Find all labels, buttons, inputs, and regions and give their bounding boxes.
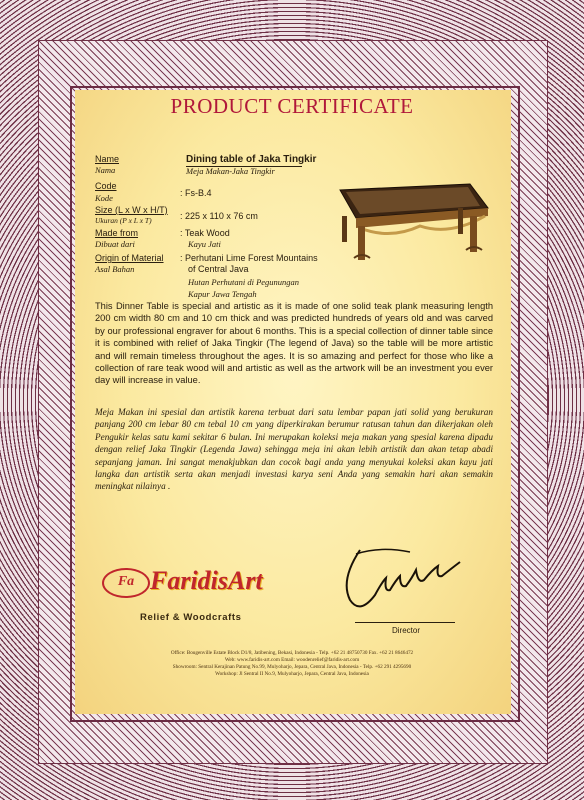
field-origin-value-line2: of Central Java	[188, 264, 249, 274]
field-name-label: Name	[95, 154, 120, 164]
field-name-label-id: Nama	[95, 165, 116, 175]
field-material-label: Made from	[95, 228, 139, 238]
brand-tagline: Relief & Woodcrafts	[140, 612, 242, 623]
field-code-value: : Fs-B.4	[180, 188, 212, 198]
description-english: This Dinner Table is special and artistic as it is made of one solid teak plank measuring length 200 cm width 80 cm and 10 cm thick and was predicted hundreds of years old and was carved by our professional engraver for about 6 months. This is a special collection of dinner table since it is combined with relief of Jaka Tingkir (The legend of Java) so the table will be more artistic and will remain timeless throughout the ages. It is so amazing and perfect for those who like a collection of rare teak wood will and artistic as well as the artwork will be an investment you ever day will increase in value.	[95, 301, 493, 386]
field-material-value: : Teak Wood	[180, 228, 230, 238]
certificate-title: PRODUCT CERTIFICATE	[170, 94, 414, 118]
field-material-value-id: Kayu Jati	[188, 239, 221, 249]
field-size-label: Size (L x W x H/T)	[95, 205, 168, 215]
address-workshop: Workshop: Jl Sentral II No.9, Mulyoharjo, Jepara, Central Java, Indonesia	[215, 671, 369, 677]
field-origin-value-id-line2: Kapur Jawa Tengah	[188, 289, 257, 299]
field-name-underline	[186, 166, 302, 167]
description-indonesian: Meja Makan ini spesial dan artistik karena terbuat dari satu lembar papan jati solid yang berukuran panjang 200 cm lebar 80 cm tebal 10 cm yang diperkirakan berumur ratusan tahun dan dikerjakan oleh Pengukir kelas satu kami sekitar 6 bulan. Ini merupakan koleksi meja makan yang spesial karena dipadu dengan relief Jaka Tingkir (Legenda Jawa) sehingga meja ini akan lebih artistik dan akan tetap abadi sepanjang jaman. Ini sangat menakjubkan dan cocok bagi anda yang menyukai koleksi akan kayu jati langka dan artistik serta akan menjadi investasi karya seni Anda yang semakin hari akan semakin meningkat nilainya .	[95, 407, 493, 492]
field-origin-value: : Perhutani Lime Forest Mountains	[180, 253, 318, 263]
address-web: Web: www.faridis-art.com Email: woodenrelief@faridis-art.com	[224, 657, 360, 663]
field-origin-label-id: Asal Bahan	[95, 264, 135, 274]
field-origin-label: Origin of Material	[95, 253, 164, 263]
brand-logo-mark: Fa	[102, 568, 150, 598]
field-size-label-id: Ukuran (P x L x T)	[95, 216, 152, 225]
field-name-value: Dining table of Jaka Tingkir	[186, 154, 317, 165]
field-size-value: : 225 x 110 x 76 cm	[180, 211, 258, 221]
signature-line	[355, 622, 455, 623]
address-showroom: Showroom: Sentral Kerajinan Patung No.99, Mulyoharjo, Jepara, Central Java, Indonesia - Telp. +62 291 4295690	[172, 664, 412, 670]
field-origin-value-id: Hutan Perhutani di Pegunungan	[188, 277, 300, 287]
director-label: Director	[392, 626, 421, 635]
address-office: Office: Bougenville Estate Block D1/8, Jatibening, Bekasi, Indonesia - Telp. +62 21 48750730 Fax. +62 21 8646472	[170, 650, 414, 656]
brand-logo-name: FaridisArt	[150, 566, 263, 595]
dining-table-image	[320, 178, 490, 268]
field-code-label: Code	[95, 181, 117, 191]
field-name-value-id: Meja Makan-Jaka Tingkir	[186, 166, 275, 176]
field-material-label-id: Dibuat dari	[95, 239, 135, 249]
field-code-label-id: Kode	[95, 193, 113, 203]
director-signature	[320, 540, 480, 620]
